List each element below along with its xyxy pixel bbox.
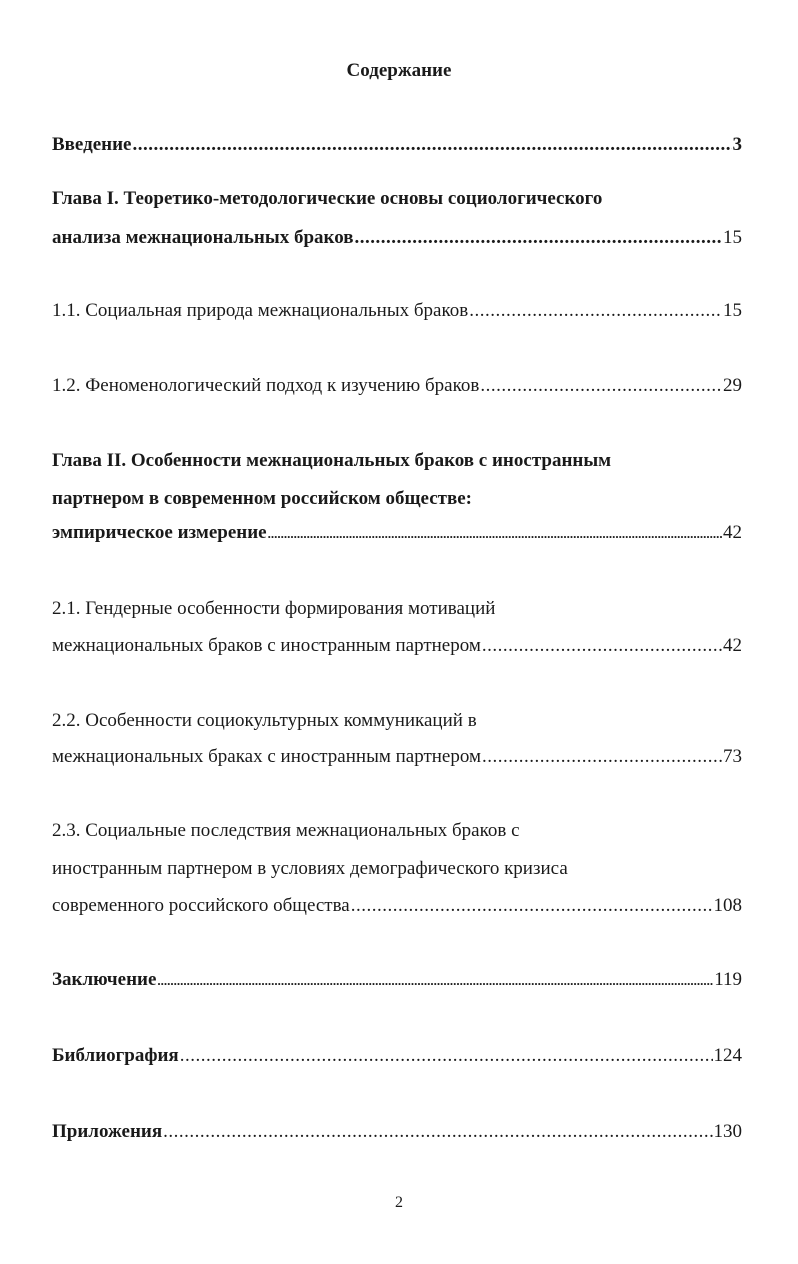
toc-entry-s23-line1 — [52, 820, 742, 844]
toc-leader-dots — [268, 526, 722, 542]
toc-entry-s22-line2 — [52, 746, 742, 770]
toc-entry-ch1-line2 — [52, 227, 742, 251]
toc-entry-page: 124 — [713, 1045, 742, 1066]
toc-entry-label: иностранным партнером в условиях демографического кризиса — [52, 858, 568, 879]
toc-entry-label: 2.1. Гендерные особенности формирования мотиваций — [52, 598, 496, 619]
toc-leader-dots — [482, 746, 722, 768]
toc-entry-label: межнациональных браках с иностранным партнером — [52, 746, 482, 767]
toc-entry-ch1-line1 — [52, 188, 742, 212]
toc-entry-page: 130 — [713, 1121, 742, 1142]
toc-entry-s11 — [52, 300, 742, 324]
toc-leader-dots — [355, 227, 722, 249]
toc-leader-dots — [163, 1121, 712, 1143]
toc-entry-label: межнациональных браков с иностранным партнером — [52, 635, 481, 656]
toc-entry-label: 1.1. Социальная природа межнациональных браков — [52, 300, 469, 321]
toc-entry-s23-line2 — [52, 858, 742, 882]
toc-entry-s22-line1 — [52, 710, 742, 734]
toc-entry-ch2-line1 — [52, 450, 742, 474]
toc-entry-label: Введение — [52, 134, 132, 155]
toc-title: Содержание — [346, 60, 452, 81]
toc-entry-intro — [52, 134, 742, 158]
toc-entry-bibliography — [52, 1045, 742, 1069]
toc-leader-dots — [157, 973, 713, 989]
toc-entry-label: современного российского общества — [52, 895, 350, 916]
toc-entry-ch2-line2 — [52, 488, 742, 512]
toc-leader-dots — [133, 134, 732, 156]
toc-entry-s21-line1 — [52, 598, 742, 622]
toc-entry-label: Приложения — [52, 1121, 163, 1142]
toc-leader-dots — [480, 375, 722, 397]
toc-entry-page: 42 — [723, 522, 742, 543]
toc-entry-label: партнером в современном российском обществе: — [52, 488, 472, 509]
toc-entry-page: 119 — [714, 969, 742, 990]
toc-leader-dots — [469, 300, 722, 322]
toc-entry-conclusion — [52, 969, 742, 993]
toc-entry-label: Глава II. Особенности межнациональных браков с иностранным — [52, 450, 612, 471]
toc-entry-page: 108 — [713, 895, 742, 916]
toc-entry-ch2-line3 — [52, 522, 742, 546]
toc-entry-appendices — [52, 1121, 742, 1145]
toc-entry-label: 2.3. Социальные последствия межнациональных браков с — [52, 820, 520, 841]
toc-entry-label: 2.2. Особенности социокультурных коммуникаций в — [52, 710, 477, 731]
toc-entry-label: Глава I. Теоретико-методологические основы социологического — [52, 188, 603, 209]
toc-entry-label: Заключение — [52, 969, 157, 990]
page-number: 2 — [395, 1194, 403, 1211]
toc-entry-s12 — [52, 375, 742, 399]
toc-entry-s23-line3 — [52, 895, 742, 919]
toc-entry-s21-line2 — [52, 635, 742, 659]
toc-leader-dots — [351, 895, 713, 917]
toc-entry-label: 1.2. Феноменологический подход к изучению браков — [52, 375, 480, 396]
toc-entry-page: 3 — [732, 134, 742, 155]
toc-entry-label: анализа межнациональных браков — [52, 227, 354, 248]
toc-entry-page: 73 — [723, 746, 742, 767]
toc-entry-page: 29 — [723, 375, 742, 396]
toc-leader-dots — [482, 635, 722, 657]
toc-entry-label: Библиография — [52, 1045, 179, 1066]
toc-leader-dots — [180, 1045, 713, 1067]
toc-entry-page: 15 — [723, 300, 742, 321]
toc-entry-label: эмпирическое измерение — [52, 522, 267, 543]
toc-entry-page: 15 — [723, 227, 742, 248]
toc-entry-page: 42 — [723, 635, 742, 656]
